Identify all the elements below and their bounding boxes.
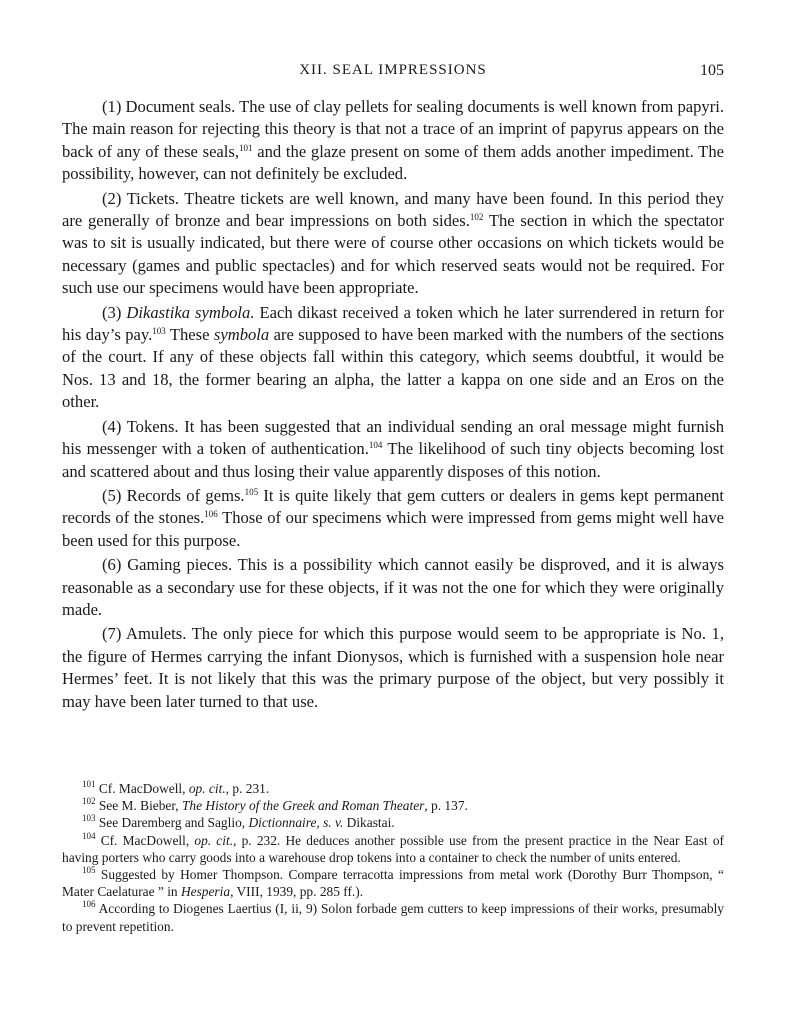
footnote-103: $^{103}$ See Daremberg and Saglio, Dictionnaire, s. v. Dikastai. <box>82 813 395 831</box>
footnote-106: $^{106}$ According to Diogenes Laertius (I, ii, 9) Solon forbade gem cutters to keep impressions of their works, presumably to prevent repetition. <box>62 899 724 934</box>
paragraph-records-of-gems: (5) Records of gems.$^{105}$ It is quite likely that gem cutters or dealers in gems kept permanent records of the stones.$^{106}$ Those of our specimens which were impressed from gems might well have been used for this purpose. <box>62 485 724 550</box>
footnote-ref: 105 <box>244 486 259 497</box>
footnote-ref: 103 <box>152 326 166 337</box>
paragraph-tickets: (2) Tickets. Theatre tickets are well known, and many have been found. In this period they are generally of bronze and bear impressions on both sides.$^{102}$ The section in which the spectator was to sit is usually indicated, but there were of course other occasions on which tickets would be necessary (games and public spectacles) and for which reserved seats would not be required. For such use our specimens would have been appropriate. <box>62 188 724 298</box>
footnote-ref: 102 <box>469 212 484 223</box>
footnote-102: $^{102}$ See M. Bieber, The History of the Greek and Roman Theater, p. 137. <box>82 796 468 814</box>
paragraph-gaming-pieces: (6) Gaming pieces. This is a possibility which cannot easily be disproved, and it is always reasonable as a secondary use for these objects, if it was not the one for which they were originally made. <box>62 555 724 619</box>
paragraph-tokens: (4) Tokens. It has been suggested that an individual sending an oral message might furnish his messenger with a token of authentication.$^{104}$ The likelihood of such tiny objects becoming lost and scattered about and thus losing their value apparently disposes of this notion. <box>62 416 724 481</box>
footnote-105: $^{105}$ Suggested by Homer Thompson. Compare terracotta impressions from metal work (Dorothy Burr Thompson, “ Mater Caelaturae ” in Hesperia, VIII, 1939, pp. 285 ff.). <box>62 865 724 900</box>
page-number: 105 <box>700 62 724 79</box>
paragraph-dikastika-symbola: (3) Dikastika symbola. Each dikast received a token which he later surrendered in return for his day’s pay.$^{103}$ These symbola are supposed to have been marked with the numbers of the sections of the court. If any of these objects fall within this category, which seems doubtful, it would be Nos. 13 and 18, the former bearing an alpha, the latter a kappa on one side and an Eros on the other. <box>62 302 725 412</box>
footnote-ref: 104 <box>368 440 383 451</box>
footnote-ref: 101 <box>239 142 253 153</box>
footnote-104: $^{104}$ Cf. MacDowell, op. cit., p. 232. He deduces another possible use from the present practice in the Near East of having porters who carry goods into a warehouse drop tokens into a container to check the number of units entered. <box>62 830 724 865</box>
paragraph-amulets: (7) Amulets. The only piece for which this purpose would seem to be appropriate is No. 1, the figure of Hermes carrying the infant Dionysos, which is furnished with a suspension hole near Hermes’ feet. It is not likely that this was the primary purpose of the object, but very possibly it may have been later turned to that use. <box>62 624 724 711</box>
running-head <box>62 62 724 84</box>
footnote-101: $^{101}$ Cf. MacDowell, op. cit., p. 231. <box>82 779 270 796</box>
body-text <box>62 96 724 715</box>
footnotes <box>62 780 724 935</box>
chapter-title: XII. SEAL IMPRESSIONS <box>299 62 487 78</box>
paragraph-document-seals: (1) Document seals. The use of clay pellets for sealing documents is well known from papyri. The main reason for rejecting this theory is that not a trace of an imprint of papyrus appears on the back of any of these seals,$^{101}$ and the glaze present on some of them adds another impediment. The possibility, however, can not definitely be excluded. <box>62 97 724 184</box>
footnote-ref: 106 <box>204 509 218 520</box>
